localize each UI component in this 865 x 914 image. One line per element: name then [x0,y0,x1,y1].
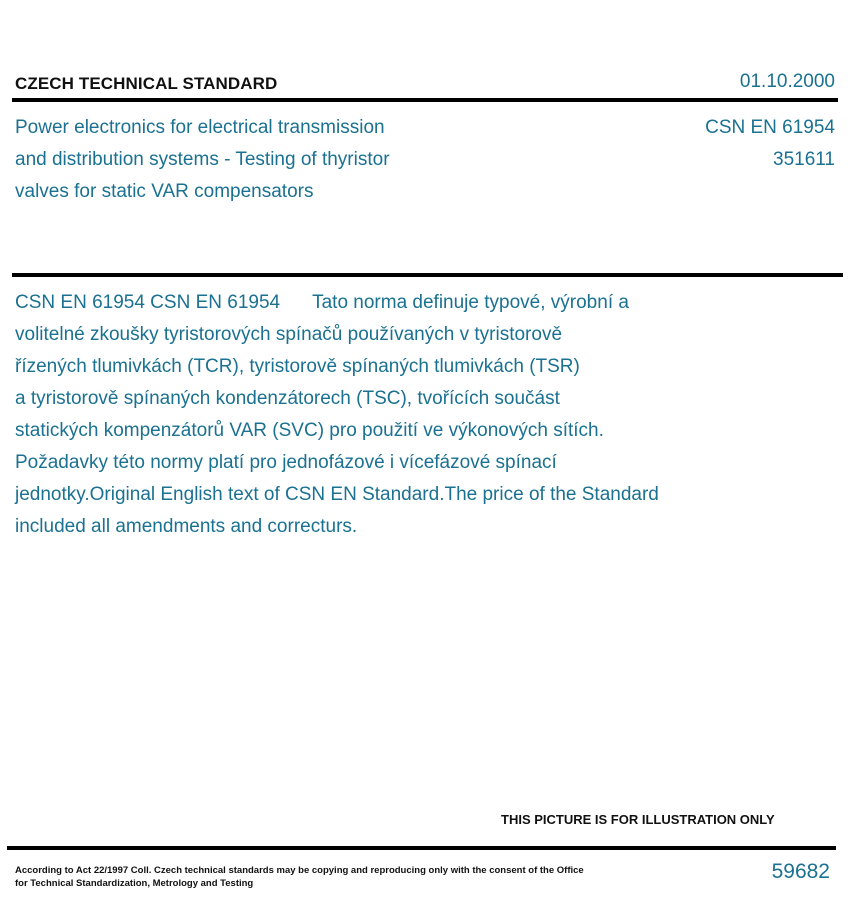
standard-title [15,112,390,208]
standard-code: CSN EN 61954 [705,117,835,138]
description-line: statických kompenzátorů VAR (SVC) pro použití ve výkonových sítích. [15,420,604,441]
description-line: included all amendments and correcturs. [15,516,358,537]
title-line: valves for static VAR compensators [15,181,314,202]
title-line: Power electronics for electrical transmission [15,117,385,138]
footer-legal-note [15,864,584,890]
footer-legal-line: According to Act 22/1997 Coll. Czech technical standards may be copying and reproducing only with the consent of the Office [15,865,584,876]
header-divider [12,98,838,102]
footer-divider [7,846,836,850]
description-text [15,287,659,543]
description-first-line: Tato norma definuje typové, výrobní a [312,292,629,313]
description-line: Požadavky této normy platí pro jednofázové i vícefázové spínací [15,452,557,473]
description-line: volitelné zkoušky tyristorových spínačů používaných v tyristorově [15,324,563,345]
illustration-note: THIS PICTURE IS FOR ILLUSTRATION ONLY [501,812,775,827]
class-number: 351611 [773,149,835,170]
description-line: jednotky.Original English text of CSN EN Standard.The price of the Standard [15,484,659,505]
description-line: řízených tlumivkách (TCR), tyristorově spínaných tlumivkách (TSR) [15,356,580,377]
description-lead: CSN EN 61954 CSN EN 61954 [15,292,281,313]
title-line: and distribution systems - Testing of thyristor [15,149,390,170]
header-label: CZECH TECHNICAL STANDARD [15,74,278,93]
footer-number: 59682 [771,860,830,883]
footer-legal-line: for Technical Standardization, Metrology and Testing [15,878,254,889]
description-line: a tyristorově spínaných kondenzátorech (TSC), tvořících součást [15,388,560,409]
section-divider [12,273,843,277]
header-date: 01.10.2000 [739,71,835,92]
standard-codes [705,112,835,176]
description-line [15,287,659,319]
